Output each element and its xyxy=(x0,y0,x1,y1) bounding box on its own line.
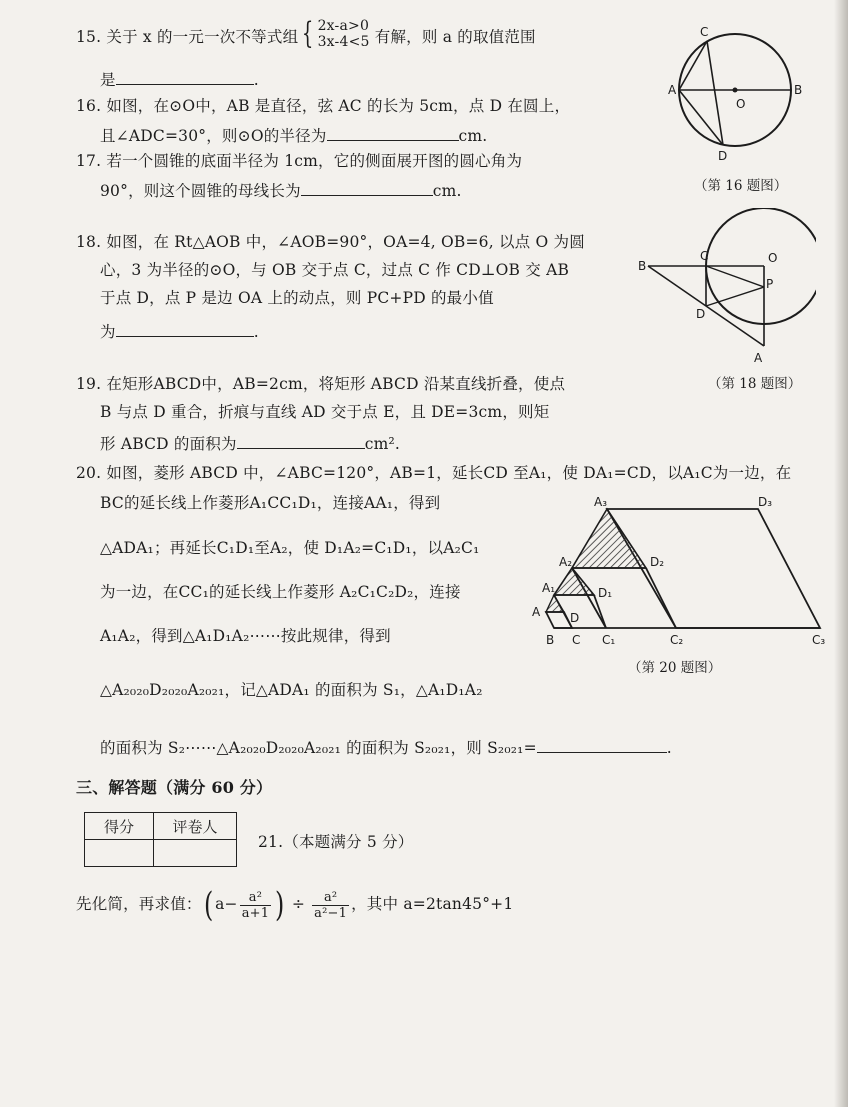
question-21-title: 21.（本题满分 5 分） xyxy=(258,833,414,851)
question-20-line7 xyxy=(100,736,672,758)
score-header: 得分 xyxy=(85,813,154,840)
answer-blank-15[interactable] xyxy=(116,68,254,85)
q18-end: . xyxy=(253,323,259,341)
fig18-label-d: D xyxy=(696,307,706,321)
fig20-label-d: D xyxy=(570,611,580,625)
q15-line2-text: 是 xyxy=(100,71,116,89)
fig20-label-c: C xyxy=(572,633,581,647)
q19-line3-text: 形 ABCD 的面积为 xyxy=(100,435,237,453)
q21-minus: − xyxy=(224,895,238,913)
fig20-triangle-a1-d1-a2 xyxy=(554,568,594,595)
fig18-caption: （第 18 题图） xyxy=(708,376,802,392)
question-20-line4: 为一边，在CC₁的延长线上作菱形 A₂C₁C₂D₂，连接 xyxy=(100,583,461,601)
q20-end: . xyxy=(666,739,672,757)
fig16-chord-ac xyxy=(679,41,707,90)
right-paren: ) xyxy=(275,885,285,925)
q19-unit: cm². xyxy=(364,435,401,453)
fig20-label-a3: A₃ xyxy=(594,495,608,509)
fraction-2-num: a² xyxy=(312,890,349,906)
fraction-1-den: a+1 xyxy=(241,905,270,921)
answer-blank-20[interactable] xyxy=(537,736,667,753)
fig16-caption: （第 16 题图） xyxy=(694,178,788,194)
fig20-label-a2: A₂ xyxy=(559,555,573,569)
section-3-heading: 三、解答题（满分 60 分） xyxy=(76,778,273,797)
fig20-edge-d2-c2 xyxy=(646,568,676,628)
question-20: 20. 如图，菱形 ABCD 中，∠ABC=120°，AB=1，延长CD 至A₁，使 DA₁=CD，以A₁C为一边，在 xyxy=(76,464,792,482)
question-18-line4 xyxy=(100,320,259,342)
fig18-label-o: O xyxy=(768,251,778,265)
fraction-2-den: a²−1 xyxy=(314,905,348,921)
inequality-1: 2x-a>0 xyxy=(317,18,370,34)
fig20-label-c2: C₂ xyxy=(670,633,684,647)
question-20-line2: BC的延长线上作菱形A₁CC₁D₁，连接AA₁，得到 xyxy=(100,494,441,512)
page-edge-shadow xyxy=(834,0,848,1107)
fig20-label-a1: A₁ xyxy=(542,581,556,595)
fig16-chord-cd xyxy=(707,41,723,145)
fraction-1 xyxy=(240,890,272,921)
question-20-line5: A₁A₂，得到△A₁D₁A₂⋯⋯按此规律，得到 xyxy=(100,627,391,645)
fraction-1-num: a² xyxy=(240,890,272,906)
figure-20 xyxy=(528,494,834,652)
question-16-line2 xyxy=(100,124,487,146)
fig18-label-b: B xyxy=(638,259,647,273)
fig20-triangle-a2-d2-a3 xyxy=(572,509,646,568)
question-20-line6: △A₂₀₂₀D₂₀₂₀A₂₀₂₁，记△ADA₁ 的面积为 S₁，△A₁D₁A₂ xyxy=(100,681,483,699)
question-15 xyxy=(76,16,536,54)
fig20-label-c1: C₁ xyxy=(602,633,616,647)
question-18-line3: 于点 D，点 P 是边 OA 上的动点，则 PC+PD 的最小值 xyxy=(100,289,494,307)
answer-blank-16[interactable] xyxy=(327,124,459,141)
fig20-label-d1: D₁ xyxy=(598,586,613,600)
question-17-line2 xyxy=(100,179,462,201)
question-17: 17. 若一个圆锥的底面半径为 1cm，它的侧面展开图的圆心角为 xyxy=(76,152,523,170)
question-15-line2 xyxy=(100,68,259,90)
question-20-line3: △ADA₁；再延长C₁D₁至A₂，使 D₁A₂=C₁D₁，以A₂C₁ xyxy=(100,539,480,557)
figure-18 xyxy=(636,208,816,368)
question-19-line3 xyxy=(100,432,400,454)
answer-blank-19[interactable] xyxy=(237,432,365,449)
fig16-label-a: A xyxy=(668,83,677,97)
q17-unit: cm. xyxy=(432,182,462,200)
fig20-label-d2: D₂ xyxy=(650,555,665,569)
score-cell[interactable] xyxy=(85,840,154,867)
q18-line4-text: 为 xyxy=(100,323,116,341)
fig20-triangle-a-d-a1 xyxy=(546,595,564,612)
q21-divide: ÷ xyxy=(291,895,306,913)
q16-line2-text: 且∠ADC=30°，则⊙O的半径为 xyxy=(100,127,327,145)
inequality-2: 3x-4<5 xyxy=(317,34,370,50)
fig18-label-c: C xyxy=(700,249,709,263)
inequality-system: { 2x-a>0 3x-4<5 xyxy=(302,16,370,51)
q21-var-a: a xyxy=(215,895,225,913)
question-18: 18. 如图，在 Rt△AOB 中，∠AOB=90°，OA=4, OB=6, 以点 O 为圆 xyxy=(76,233,585,251)
fig16-label-b: B xyxy=(794,83,803,97)
question-19-line2: B 与点 D 重合，折痕与直线 AD 交于点 E，且 DE=3cm，则矩 xyxy=(100,403,550,421)
fraction-2 xyxy=(312,890,349,921)
q17-line2-text: 90°，则这个圆锥的母线长为 xyxy=(100,182,301,200)
question-18-line2: 心，3 为半径的⊙O，与 OB 交于点 C，过点 C 作 CD⊥OB 交 AB xyxy=(100,261,570,279)
answer-blank-17[interactable] xyxy=(301,179,433,196)
question-16: 16. 如图，在⊙O中，AB 是直径，弦 AC 的长为 5cm，点 D 在圆上， xyxy=(76,97,571,115)
left-paren: ( xyxy=(203,885,214,925)
grader-header: 评卷人 xyxy=(154,813,237,840)
fig20-rhombus-abcd xyxy=(546,612,572,628)
fig16-label-o: O xyxy=(736,97,746,111)
fig20-label-c3: C₃ xyxy=(812,633,826,647)
fig18-label-p: P xyxy=(766,277,774,291)
fig18-label-a: A xyxy=(754,351,763,365)
fig20-label-d3: D₃ xyxy=(758,495,773,509)
figure-16 xyxy=(660,22,810,167)
fig20-label-b: B xyxy=(546,633,555,647)
answer-blank-18[interactable] xyxy=(116,320,254,337)
q21-condition: ，其中 a=2tan45°+1 xyxy=(351,895,514,913)
fig20-label-a: A xyxy=(532,605,541,619)
q15-end: . xyxy=(253,71,259,89)
question-21-expression xyxy=(76,884,513,925)
fig16-label-d: D xyxy=(718,149,728,163)
q21-prompt: 先化简，再求值： xyxy=(76,895,202,913)
fig16-label-c: C xyxy=(700,25,709,39)
fig18-segment-pc xyxy=(706,266,764,287)
question-19: 19. 在矩形ABCD中，AB=2cm，将矩形 ABCD 沿某直线折叠，使点 xyxy=(76,375,566,393)
q16-unit: cm. xyxy=(458,127,488,145)
fig20-caption: （第 20 题图） xyxy=(628,660,722,676)
q15-text: 15. 关于 x 的一元一次不等式组 xyxy=(76,28,299,46)
grader-cell[interactable] xyxy=(154,840,237,867)
q15-text-2: 有解，则 a 的取值范围 xyxy=(374,28,536,46)
score-table xyxy=(84,812,237,867)
q20-line7-text: 的面积为 S₂⋯⋯△A₂₀₂₀D₂₀₂₀A₂₀₂₁ 的面积为 S₂₀₂₁，则 S₂₀₂₁= xyxy=(100,739,537,757)
fig16-center-point xyxy=(733,88,738,93)
